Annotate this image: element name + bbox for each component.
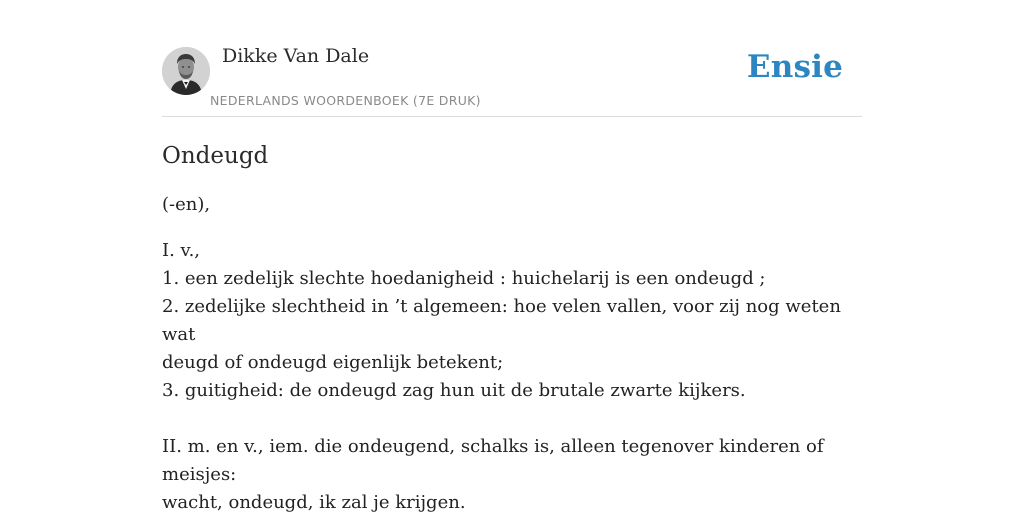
author-name[interactable]: Dikke Van Dale	[222, 45, 370, 67]
source-label: NEDERLANDS WOORDENBOEK (7E DRUK)	[210, 93, 481, 108]
definition-2-line-1: 2. zedelijke slechtheid in ’t algemeen: hoe velen vallen, voor zij nog weten wat	[162, 296, 841, 345]
definition-3: 3. guitigheid: de ondeugd zag hun uit de brutale zwarte kijkers.	[162, 380, 746, 401]
spacer	[162, 405, 862, 433]
entry-title: Ondeugd	[162, 143, 269, 169]
brand-logo[interactable]: Ensie	[746, 49, 843, 85]
entry-definition	[162, 191, 862, 512]
plural-form: (-en),	[162, 194, 211, 215]
section-2-line-2: wacht, ondeugd, ik zal je krijgen.	[162, 492, 466, 512]
definition-1: 1. een zedelijk slechte hoedanigheid : huichelarij is een ondeugd ;	[162, 268, 766, 289]
entry-header	[162, 40, 862, 117]
definition-2-line-2: deugd of ondeugd eigenlijk betekent;	[162, 352, 504, 373]
section-2-line-1: II. m. en v., iem. die ondeugend, schalks is, alleen tegenover kinderen of meisjes:	[162, 436, 824, 485]
portrait-photo-icon	[162, 47, 210, 95]
author-avatar[interactable]	[162, 47, 210, 95]
section-1-heading: I. v.,	[162, 240, 201, 261]
entry-card	[162, 40, 862, 512]
